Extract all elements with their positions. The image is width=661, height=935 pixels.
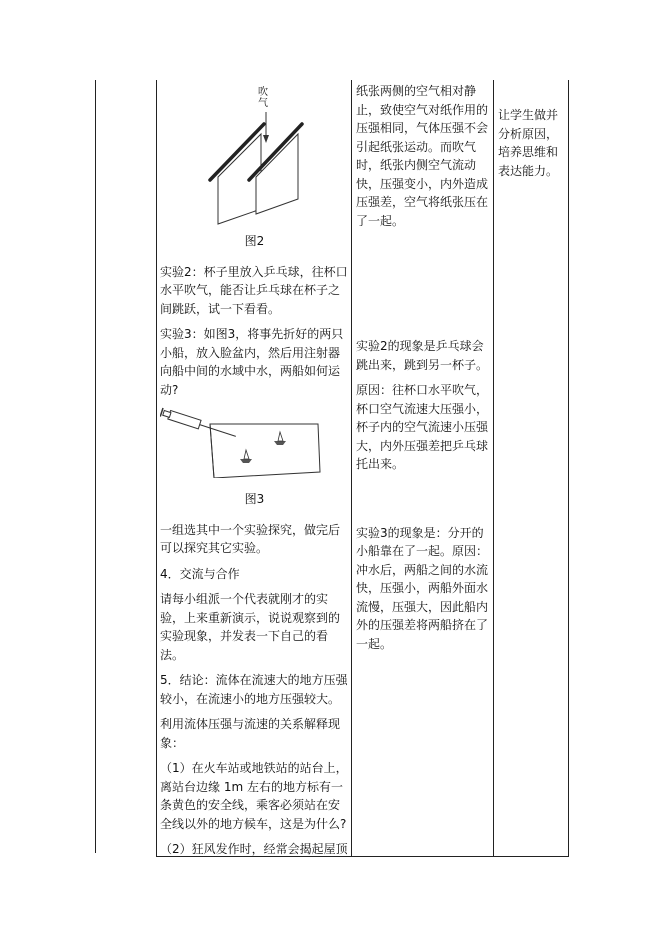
figure-2-label-blow-2: 气	[258, 98, 268, 109]
figure-3-caption: 图3	[244, 492, 265, 506]
column-design-intent	[498, 106, 566, 187]
table-border-col4-left	[493, 80, 494, 857]
column-teaching-content	[160, 82, 349, 866]
question-2: （2）狂风发作时，经常会揭起屋顶	[160, 842, 348, 856]
table-border-col2-left	[156, 80, 157, 857]
figure-2	[160, 82, 349, 232]
exchange-text: 请每小组派一个代表就刚才的实验，上来重新演示，说说观察到的实验现象，并发表一下自己的看法。	[160, 592, 341, 662]
figure-3	[160, 406, 349, 478]
paper-explanation: 纸张两侧的空气相对静止，致使空气对纸作用的压强相同，气体压强不会引起纸张运动。而吹气时，纸张内侧空气流动快，压强变小，内外造成压强差，空气将纸张压在了一起。	[356, 84, 489, 228]
experiment-2-result: 实验2的现象是乒乓球会跳出来，跳到另一杯子。	[356, 339, 489, 372]
application-text: 利用流体压强与流速的关系解释现象：	[160, 717, 341, 750]
question-1: （1）在火车站或地铁站的站台上，离站台边缘 1m 左右的地方标有一条黄色的安全线，乘客必须站在安全线以外的地方候车，这是为什么?	[160, 761, 348, 831]
figure-2-drawing	[160, 82, 349, 232]
group-instruction: 一组选其中一个实验探究，做完后可以探究其它实验。	[160, 522, 341, 555]
experiment-3-text: 实验3：如图3，将事先折好的两只小船，放入脸盆内，然后用注射器向船中间的水域中水，两船如何运动?	[160, 327, 344, 397]
figure-2-caption: 图2	[244, 234, 265, 248]
experiment-3-result: 实验3的现象是：分开的小船靠在了一起。原因：冲水后，两船之间的水流快，压强小，两船外面水流慢，压强大，因此船内外的压强差将两船挤在了一起。	[356, 525, 489, 651]
table-border-col3-left	[351, 80, 352, 857]
column-explanations	[356, 82, 490, 660]
section-4-heading: 4．交流与合作	[160, 566, 240, 581]
table-border-right	[568, 80, 569, 857]
table-border-left	[95, 80, 96, 853]
figure-2-label-blow-1: 吹	[258, 87, 268, 98]
figure-3-drawing	[160, 406, 349, 478]
design-purpose: 让学生做并分析原因，培养思维和表达能力。	[498, 108, 559, 178]
experiment-2-text: 实验2：杯子里放入乒乓球，往杯口水平吹气，能否让乒乓球在杯子之间跳跃，试一下看看。	[160, 264, 348, 316]
experiment-2-reason: 原因：往杯口水平吹气，杯口空气流速大压强小，杯子内的空气流速小压强大，内外压强差把乒乓球托出来。	[356, 383, 489, 471]
conclusion-text: 5．结论：流体在流速大的地方压强较小，在流速小的地方压强较大。	[160, 673, 348, 706]
